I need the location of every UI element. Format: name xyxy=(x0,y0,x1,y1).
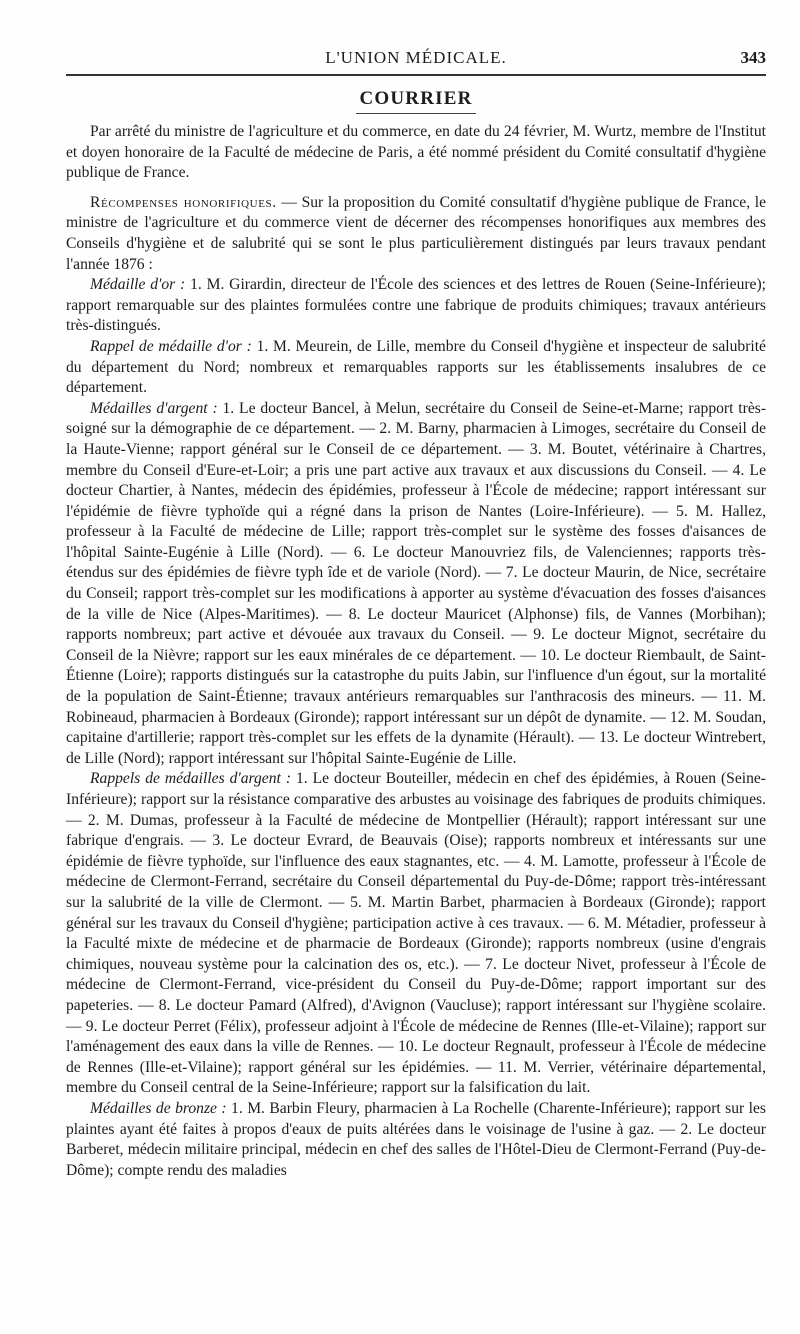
paragraph-text: 1. M. Barbin Fleury, pharmacien à La Rochelle (Charente-Inférieure); rapport sur les plaintes ayant été faites à propos d'eaux de puits altérées dans le voisinage de l'usine à gaz. — 2. Le docteur Barberet, médecin militaire principal, médecin en chef des salles de l'Hôtel-Dieu de Clermont-Ferrand (Puy-de-Dôme); compte rendu des maladies xyxy=(66,1099,767,1179)
paragraph-medaille-or xyxy=(66,275,766,337)
page-number: 343 xyxy=(740,48,766,67)
paragraph-rappels-argent xyxy=(66,769,766,1099)
paragraph-wurtz xyxy=(66,122,766,184)
running-header xyxy=(66,42,766,72)
paragraph-lead: Rappels de médailles d'argent : xyxy=(90,770,292,788)
paragraph-lead: Médailles d'argent : xyxy=(90,399,218,417)
paragraph-lead: Rappel de médaille d'or : xyxy=(90,337,252,355)
paragraph-text: 1. M. Meurein, de Lille, membre du Conseil d'hygiène et inspecteur de salubrité du département du Nord; nombreux et remarquables rapports sur les établissements insalubres de ce département. xyxy=(66,337,766,397)
paragraph-text: 1. Le docteur Bancel, à Melun, secrétaire du Conseil de Seine-et-Marne; rapport très-soigné sur la démographie de ce département. — 2. M. Barny, pharmacien à Limoges, secrétaire du Conseil de la Haute-Vienne; rapport général sur le Conseil de ce département. — 3. M. Boutet, vétérinaire à Chartres, membre du Conseil d'Eure-et-Loir; a pris une part active aux travaux et aux discussions du Conseil. — 4. Le docteur Chartier, à Nantes, médecin des épidémies, professeur à l'École de médecine; rapport intéressant sur l'épidémie de fièvre typhoïde qui a régné dans la prison de Nantes (Loire-Inférieure). — 5. M. Hallez, professeur à la Faculté de médecine de Lille; rapport très-complet sur le système des fosses d'aisances de l'hôpital Sainte-Eugénie à Lille (Nord). — 6. Le docteur Manouvriez fils, de Valenciennes; rapports très-étendus sur des épidémies de fièvre typh îde et de variole (Nord). — 7. Le docteur Maurin, de Nice, secrétaire du Conseil; rapport très-complet sur les modifications à apporter au système d'évacuation des fosses d'aisances de la ville de Nice (Alpes-Maritimes). — 8. Le docteur Mauricet (Alphonse) fils, de Vannes (Morbihan); rapports nombreux; part active et dévouée aux travaux du Conseil. — 9. Le docteur Mignot, secrétaire du Conseil de la Nièvre; rapport sur les eaux minérales de ce département. — 10. Le docteur Riembault, de Saint-Étienne (Loire); rapports distingués sur la catastrophe du puits Jabin, sur l'influence d'un égout, sur la mortalité de la population de Saint-Étienne; travaux antérieurs remarquables sur l'anthracosis des mineurs. — 11. M. Robineaud, pharmacien à Bordeaux (Gironde); rapport intéressant sur un dépôt de dynamite. — 12. M. Soudan, capitaine d'artillerie; rapport très-complet sur les effets de la dynamite (Hérault). — 13. Le docteur Wintrebert, de Lille (Nord); rapport intéressant sur l'hôpital Sainte-Eugénie de Lille. xyxy=(66,399,767,767)
paragraph-text: Par arrêté du ministre de l'agriculture et du commerce, en date du 24 février, M. Wurtz, membre de l'Institut et doyen honoraire de la Faculté de médecine de Paris, a été nommé président du Comité consultatif d'hygiène publique de France. xyxy=(66,123,766,182)
paragraph-text: 1. M. Girardin, directeur de l'École des sciences et des lettres de Rouen (Seine-Inférieure); rapport remarquable sur des plaintes formulées contre une fabrique de produits chimiques; travaux antérieurs très-distingués. xyxy=(66,276,766,335)
paragraph-lead: Récompenses honorifiques. xyxy=(90,193,277,211)
paragraph-text: — Sur la proposition du Comité consultatif d'hygiène publique de France, le ministre de l'agriculture et du commerce vient de décerner des récompenses honorifiques aux membres des Conseils d'hygiène et de salubrité qui se sont le plus particulièrement distingués par leurs travaux pendant l'année 1876 : xyxy=(66,193,767,273)
running-title: L'UNION MÉDICALE. xyxy=(325,48,507,67)
paragraph-lead: Médailles de bronze : xyxy=(90,1099,227,1117)
paragraph-medailles-argent xyxy=(66,399,766,770)
paragraph-rappel-or xyxy=(66,337,766,399)
paragraph-text: 1. Le docteur Bouteiller, médecin en chef des épidémies, à Rouen (Seine-Inférieure); rapport sur la résistance comparative des arbustes au voisinage des fabriques de produits chimiques. — 2. M. Dumas, professeur à la Faculté de médecine de Montpellier (Hérault); rapport intéressant sur une fabrique d'engrais. — 3. Le docteur Evrard, de Beauvais (Oise); rapports nombreux et intéressants sur une épidémie de fièvre typhoïde, sur l'influence des eaux stagnantes, etc. — 4. M. Lamotte, professeur à l'École de médecine de Clermont-Ferrand, secrétaire du Conseil départemental du Puy-de-Dôme; rapport très-intéressant sur la salubrité de la ville de Clermont. — 5. M. Martin Barbet, pharmacien à Bordeaux (Gironde); rapport général sur les travaux du Conseil d'hygiène; participation active à ces travaux. — 6. M. Métadier, professeur à la Faculté mixte de médecine et de pharmacie de Bordeaux (Gironde); rapports nombreux (usine d'engrais chimiques, nouveau système pour la calcination des os, etc.). — 7. Le docteur Nivet, professeur à l'École de médecine de Clermont-Ferrand, vice-président du Conseil du Puy-de-Dôme; rapport important sur des papeteries. — 8. Le docteur Pamard (Alfred), d'Avignon (Vaucluse); rapport intéressant sur l'hygiène scolaire. — 9. Le docteur Perret (Félix), professeur adjoint à l'École de médecine de Rennes (Ille-et-Vilaine); rapport sur l'aménagement des eaux dans la ville de Rennes. — 10. Le docteur Regnault, professeur à l'École de médecine de Rennes (Ille-et-Vilaine); rapport général sur les épidémies. — 11. M. Verrier, vétérinaire départemental, membre du Conseil central de la Seine-Inférieure; rapport sur la falsification du lait. xyxy=(66,770,766,1097)
section-title: COURRIER xyxy=(66,88,766,114)
paragraph-medailles-bronze xyxy=(66,1099,766,1181)
header-rule xyxy=(66,74,766,76)
paragraph-recompenses xyxy=(66,193,766,275)
paragraph-lead: Médaille d'or : xyxy=(90,276,186,294)
article-body xyxy=(66,122,766,1181)
